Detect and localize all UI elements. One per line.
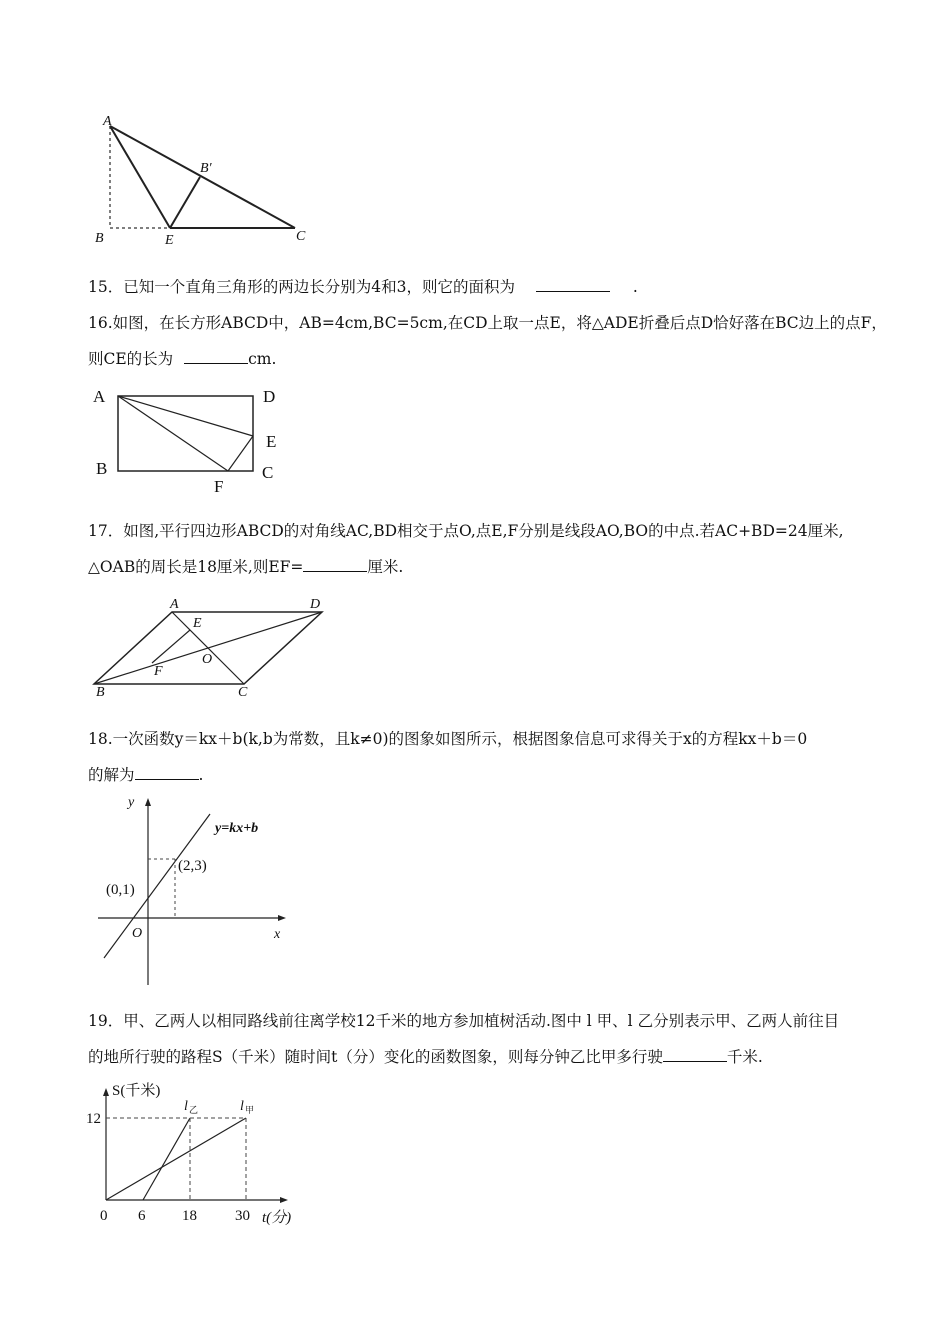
label-F: F: [154, 664, 163, 679]
label-point-0-1: (0,1): [106, 882, 135, 898]
label-C: C: [296, 229, 306, 244]
figure-parallelogram: [92, 596, 332, 700]
label-x-6: 6: [138, 1208, 146, 1224]
figure-rectangle-fold: [88, 384, 308, 496]
label-t-axis: t(分): [262, 1210, 292, 1226]
figure-distance-time: [86, 1082, 326, 1232]
question-19-prefix: 的地所行驶的路程S（千米）随时间t（分）变化的函数图象，则每分钟乙比甲多行驶: [88, 1048, 663, 1066]
label-E: E: [193, 616, 202, 631]
label-E: E: [266, 432, 277, 451]
label-origin: O: [132, 926, 143, 941]
question-17-prefix: △OAB的周长是18厘米,则EF=: [88, 558, 304, 576]
question-17-line2: [88, 556, 878, 578]
question-18-suffix: .: [198, 766, 204, 784]
label-x-axis: x: [274, 927, 281, 942]
answer-blank-19[interactable]: [663, 1047, 727, 1062]
question-19-line1: 19．甲、乙两人以相同路线前往离学校12千米的地方参加植树活动.图中 l 甲、l 乙分别表示甲、乙两人前往目: [88, 1012, 840, 1030]
label-s-axis: S(千米): [112, 1083, 161, 1099]
label-l-yi: l: [184, 1099, 188, 1114]
label-A: A: [170, 597, 179, 612]
label-C: C: [262, 463, 274, 482]
label-l-yi-sub: 乙: [189, 1105, 199, 1115]
label-x-18: 18: [182, 1208, 197, 1224]
label-D: D: [263, 387, 276, 406]
label-y-axis: y: [128, 795, 135, 810]
label-O: O: [202, 652, 213, 667]
label-D: D: [310, 597, 321, 612]
figure-fold-triangle: [90, 112, 320, 252]
label-B: B: [96, 459, 108, 478]
label-C: C: [238, 685, 248, 700]
label-E: E: [165, 233, 174, 248]
label-x-30: 30: [235, 1208, 250, 1224]
question-15: [88, 276, 878, 298]
label-B: B: [95, 231, 104, 246]
label-B: B: [96, 685, 105, 700]
question-19-suffix: 千米.: [726, 1048, 763, 1066]
label-function: y=kx+b: [215, 821, 259, 836]
question-18-line2: [88, 764, 878, 786]
label-l-jia: l: [240, 1099, 244, 1114]
question-16-line1: 16.如图，在长方形ABCD中，AB=4cm,BC=5cm,在CD上取一点E，将△ADE折叠后点D恰好落在BC边上的点F，: [88, 314, 887, 332]
question-17-suffix: 厘米.: [367, 558, 404, 576]
question-18-prefix: 的解为: [88, 766, 135, 784]
answer-blank-17[interactable]: [303, 557, 367, 572]
question-16-line2: [88, 348, 878, 370]
label-y-12: 12: [86, 1111, 101, 1127]
label-A: A: [93, 387, 106, 406]
answer-blank-16[interactable]: [184, 349, 248, 364]
question-16-prefix: 则CE的长为: [88, 350, 174, 368]
label-B-prime: B′: [200, 161, 212, 176]
label-A: A: [103, 114, 112, 129]
question-15-end: .: [632, 278, 638, 296]
label-F: F: [214, 477, 224, 496]
question-17-line1: 17．如图,平行四边形ABCD的对角线AC,BD相交于点O,点E,F分别是线段AO,BO的中点.若AC+BD=24厘米,: [88, 522, 844, 540]
label-l-jia-sub: 甲: [245, 1105, 255, 1115]
question-19-line2: [88, 1046, 878, 1068]
figure-linear-function: [90, 790, 300, 990]
label-point-2-3: (2,3): [178, 858, 207, 874]
question-16-suffix: cm.: [248, 350, 277, 368]
answer-blank-15[interactable]: [536, 277, 610, 292]
question-15-text: 15．已知一个直角三角形的两边长分别为4和3，则它的面积为: [88, 278, 515, 296]
answer-blank-18[interactable]: [135, 765, 199, 780]
question-18-line1: 18.一次函数y＝kx＋b(k,b为常数，且k≠0)的图象如图所示，根据图象信息可求得关于x的方程kx＋b＝0: [88, 730, 808, 748]
label-x-0: 0: [100, 1208, 108, 1224]
